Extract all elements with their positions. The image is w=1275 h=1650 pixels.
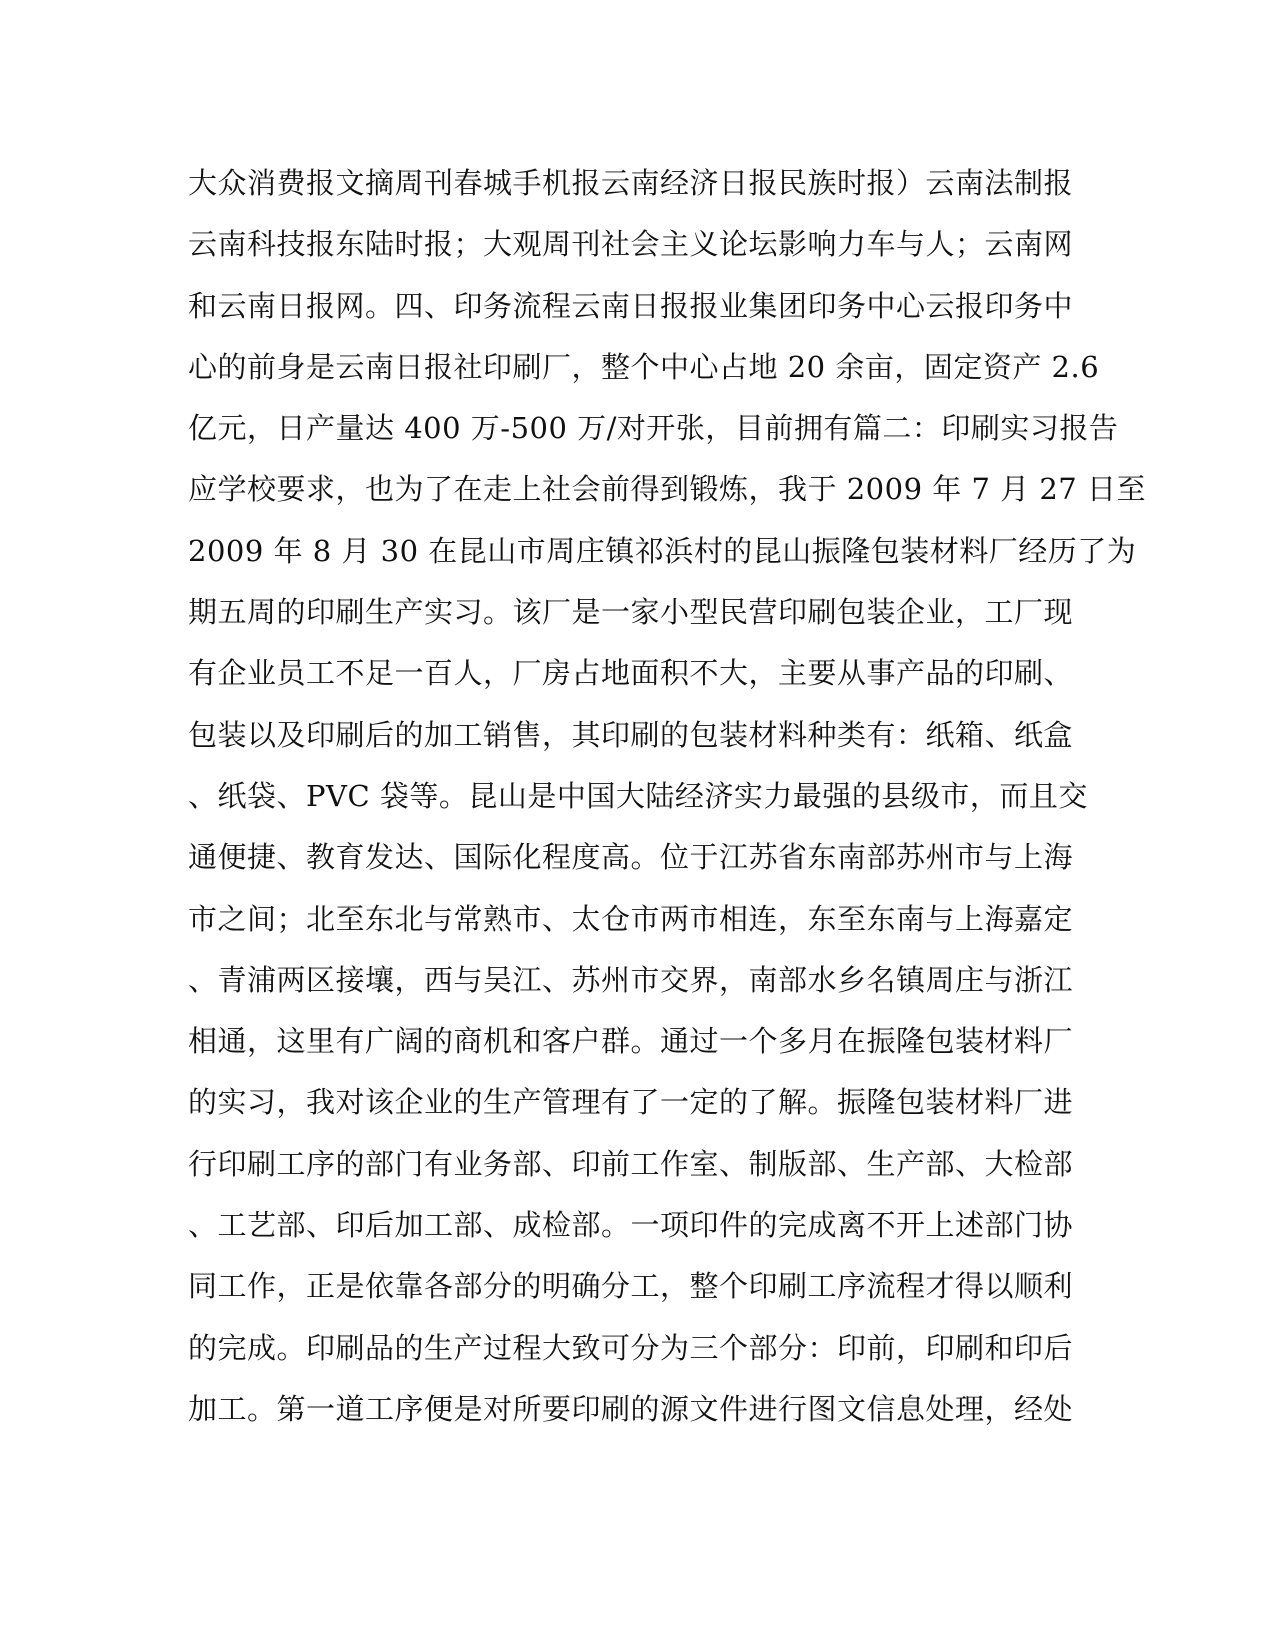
text-line: 加工。第一道工序便是对所要印刷的源文件进行图文信息处理，经处 [188, 1391, 1074, 1426]
text-line: 心的前身是云南日报社印刷厂，整个中心占地 20 余亩，固定资产 2.6 [188, 349, 1100, 384]
text-line: 的实习，我对该企业的生产管理有了一定的了解。振隆包装材料厂进 [188, 1085, 1074, 1120]
text-line: 同工作，正是依靠各部分的明确分工，整个印刷工序流程才得以顺利 [188, 1269, 1074, 1304]
text-line: 应学校要求，也为了在走上社会前得到锻炼，我于 2009 年 7 月 27 日至 [188, 472, 1146, 507]
text-line: 大众消费报文摘周刊春城手机报云南经济日报民族时报）云南法制报 [188, 166, 1074, 200]
text-line: 2009 年 8 月 30 在昆山市周庄镇祁浜村的昆山振隆包装材料厂经历了为 [188, 533, 1137, 568]
text-line: 、工艺部、印后加工部、成检部。一项印件的完成离不开上述部门协 [188, 1208, 1074, 1243]
text-line: 包装以及印刷后的加工销售，其印刷的包装材料种类有：纸箱、纸盒 [188, 717, 1074, 752]
text-line: 、纸袋、PVC 袋等。昆山是中国大陆经济实力最强的县级市，而且交 [188, 778, 1088, 813]
text-line: 通便捷、教育发达、国际化程度高。位于江苏省东南部苏州市与上海 [188, 840, 1074, 875]
text-line: 亿元，日产量达 400 万-500 万/对开张，目前拥有篇二：印刷实习报告 [188, 411, 1119, 446]
text-line: 相通，这里有广阔的商机和客户群。通过一个多月在振隆包装材料厂 [188, 1024, 1074, 1059]
body-text [188, 166, 1146, 1453]
text-line: 有企业员工不足一百人，厂房占地面积不大，主要从事产品的印刷、 [188, 656, 1074, 691]
text-line: 市之间；北至东北与常熟市、太仓市两市相连，东至东南与上海嘉定 [188, 901, 1074, 936]
text-line: 的完成。印刷品的生产过程大致可分为三个部分：印前，印刷和印后 [188, 1330, 1074, 1365]
text-line: 、青浦两区接壤，西与吴江、苏州市交界，南部水乡名镇周庄与浙江 [188, 962, 1074, 997]
text-line: 和云南日报网。四、印务流程云南日报报业集团印务中心云报印务中 [188, 288, 1074, 323]
text-line: 期五周的印刷生产实习。该厂是一家小型民营印刷包装企业，工厂现 [188, 595, 1074, 630]
text-line: 云南科技报东陆时报；大观周刊社会主义论坛影响力车与人；云南网 [188, 227, 1074, 262]
text-line: 行印刷工序的部门有业务部、印前工作室、制版部、生产部、大检部 [188, 1146, 1074, 1181]
